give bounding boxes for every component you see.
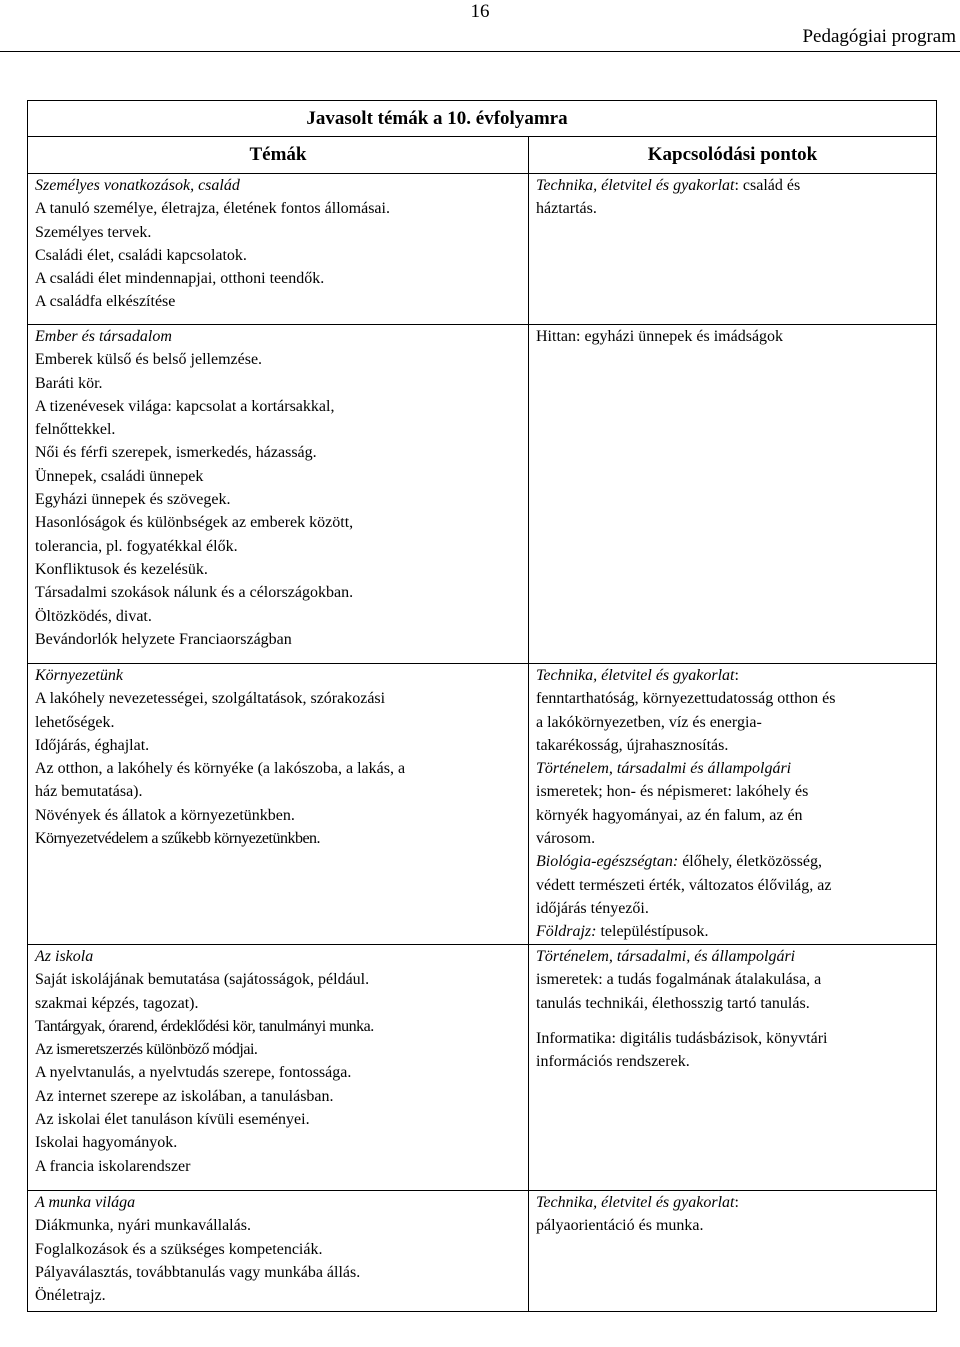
table-caption: Javasolt témák a 10. évfolyamra [28,101,937,137]
link-text: információs rendszerek. [536,1053,690,1071]
link-text: Informatika: digitális tudásbázisok, könyvtári [536,1029,828,1047]
table-row [28,945,937,1191]
topic-title: Személyes vonatkozások, család [35,177,240,194]
topic-line: Foglalkozások és a szükséges kompetenciák. [35,1240,323,1258]
topic-line: Az ismeretszerzés különböző módjai. [35,1041,258,1059]
link-line [536,827,930,850]
link-line [536,804,930,827]
topic-cell [28,945,529,1191]
topic-line: A francia iskolarendszer [35,1157,191,1175]
topic-line: Időjárás, éghajlat. [35,736,150,754]
link-line [536,687,930,710]
link-text: élőhely, életközösség, [678,853,823,871]
link-subject: Technika, életvitel és gyakorlat [536,177,735,194]
topic-line: Személyes tervek. [35,223,152,241]
link-line [536,711,930,734]
links-cell [529,1191,937,1312]
link-line [536,874,930,897]
link-line [536,734,930,757]
link-text: ismeretek; hon- és népismeret: lakóhely és [536,783,809,801]
link-line [536,897,930,920]
link-line [536,1027,930,1050]
links-cell [529,325,937,664]
topic-line: Környezetvédelem a szűkebb környezetünkben. [35,830,321,848]
link-line [536,780,930,803]
topic-title: Környezetünk [35,667,123,684]
link-text: védett természeti érték, változatos élővilág, az [536,876,832,894]
topics-table [27,100,937,1312]
topic-line: Növények és állatok a környezetünkben. [35,806,295,824]
table-row [28,664,937,945]
topic-line: Hasonlóságok és különbségek az emberek között, [35,514,354,532]
page-number: 16 [470,1,490,22]
topic-line: Családi élet, családi kapcsolatok. [35,246,247,264]
topic-cell [28,664,529,945]
topic-line: Saját iskolájának bemutatása (sajátosságok, például. [35,971,370,989]
link-text: : család és [734,177,801,194]
link-line [536,850,930,873]
topic-line: A nyelvtanulás, a nyelvtudás szerepe, fontossága. [35,1064,352,1082]
topic-title: Az iskola [35,948,94,965]
topic-line: tolerancia, pl. fogyatékkal élők. [35,537,238,555]
link-line [536,992,930,1015]
topic-line: Konfliktusok és kezelésük. [35,560,208,578]
topic-line: felnőttekkel. [35,421,116,439]
link-line [536,1015,930,1027]
link-line [536,968,930,991]
link-subject: Történelem, társadalmi és állampolgári [536,760,792,778]
topic-line: Bevándorlók helyzete Franciaországban [35,630,292,648]
topic-line: A tizenévesek világa: kapcsolat a kortársakkal, [35,397,335,415]
topic-line: Emberek külső és belső jellemzése. [35,351,263,369]
link-subject: Technika, életvitel és gyakorlat [536,667,735,684]
topic-line: Női és férfi szerepek, ismerkedés, házasság. [35,444,317,462]
topic-line: ház bemutatása). [35,783,143,801]
link-line [536,1214,930,1237]
header-rule [0,51,960,52]
topic-line: Baráti kör. [35,374,103,392]
link-text: környék hagyományai, az én falum, az én [536,806,803,824]
topic-line: Tantárgyak, órarend, érdeklődési kör, tanulmányi munka. [35,1017,374,1035]
link-subject: Történelem, társadalmi, és állampolgári [536,948,796,965]
topic-line: A családi élet mindennapjai, otthoni teendők. [35,270,325,288]
link-subject: Biológia-egészségtan: [536,853,679,871]
column-header-topics: Témák [28,137,529,174]
topic-line: Diákmunka, nyári munkavállalás. [35,1217,251,1235]
topic-cell [28,325,529,664]
link-text: a lakókörnyezetben, víz és energia- [536,713,762,731]
topic-line: Az iskolai élet tanuláson kívüli eseményei. [35,1111,310,1129]
link-text: időjárás tényezői. [536,899,649,917]
running-title: Pedagógiai program [802,26,956,47]
link-text: Hittan: egyházi ünnepek és imádságok [536,328,784,345]
table-row [28,1191,937,1312]
link-text: : [734,667,739,684]
topic-line: Önéletrajz. [35,1287,106,1305]
topic-line: Egyházi ünnepek és szövegek. [35,491,231,509]
topic-line: Pályaválasztás, továbbtanulás vagy munkába állás. [35,1263,361,1281]
topic-line: A tanuló személye, életrajza, életének fontos állomásai. [35,200,390,218]
topic-line: Ünnepek, családi ünnepek [35,467,204,485]
link-text: háztartás. [536,200,597,218]
link-line [536,174,930,197]
topic-line: Az otthon, a lakóhely és környéke (a lakószoba, a lakás, a [35,760,406,778]
link-subject: Földrajz: [536,923,597,941]
topic-line: A családfa elkészítése [35,293,176,311]
link-text: fenntarthatóság, környezettudatosság otthon és [536,690,836,708]
topic-line: Iskolai hagyományok. [35,1134,178,1152]
topic-title: Ember és társadalom [35,328,172,345]
link-text: városom. [536,830,596,848]
topic-line: lehetőségek. [35,713,115,731]
link-subject: Technika, életvitel és gyakorlat [536,1194,735,1211]
link-line [536,1191,930,1214]
link-line [536,1050,930,1073]
link-line [536,325,930,348]
topic-line: szakmai képzés, tagozat). [35,994,199,1012]
link-text: tanulás technikái, élethosszig tartó tanulás. [536,994,810,1012]
topic-line: A lakóhely nevezetességei, szolgáltatások, szórakozási [35,690,386,708]
link-line [536,920,930,943]
link-line [536,197,930,220]
link-text: ismeretek: a tudás fogalmának átalakulása, a [536,971,822,989]
links-cell [529,664,937,945]
column-header-links: Kapcsolódási pontok [529,137,937,174]
link-text: pályaorientáció és munka. [536,1217,704,1235]
links-cell [529,945,937,1191]
links-cell [529,174,937,325]
link-line [536,664,930,687]
topic-line: Öltözködés, divat. [35,607,152,625]
topic-title: A munka világa [35,1194,136,1211]
table-row [28,325,937,664]
link-line [536,945,930,968]
link-text: : [734,1194,739,1211]
table-row [28,174,937,325]
topic-cell [28,1191,529,1312]
link-text: takarékosság, újrahasznosítás. [536,736,729,754]
topic-line: Társadalmi szokások nálunk és a célországokban. [35,584,354,602]
link-line [536,757,930,780]
topic-line: Az internet szerepe az iskolában, a tanulásban. [35,1087,334,1105]
link-text: településtípusok. [596,923,709,941]
topic-cell [28,174,529,325]
